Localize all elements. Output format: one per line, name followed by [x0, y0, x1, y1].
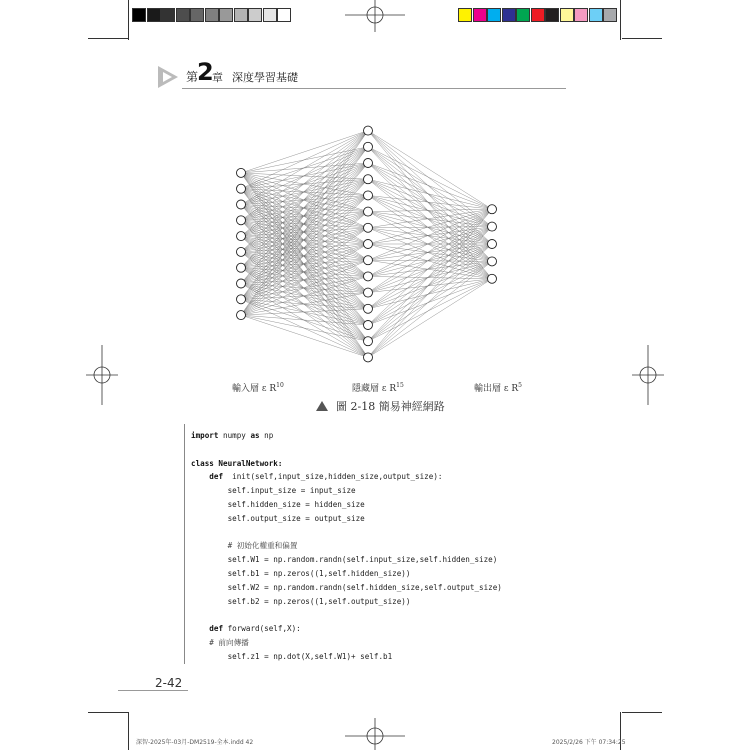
figure-caption: 圖 2-18 簡易神經網路 — [316, 398, 445, 414]
hidden-node — [364, 207, 373, 216]
code-line: import numpy as np — [191, 431, 274, 440]
output-layer-label: 輸出層 ε $R^5$ — [474, 382, 522, 394]
color-swatch — [603, 8, 617, 22]
gray-swatch — [219, 8, 233, 22]
gray-swatch — [161, 8, 175, 22]
hidden-node — [364, 175, 373, 184]
color-swatch — [574, 8, 588, 22]
code-line: self.output_size = output_size — [191, 513, 365, 523]
code-line: def forward(self,X): — [209, 624, 301, 634]
gray-swatch — [277, 8, 291, 22]
gray-swatch — [263, 8, 277, 22]
input-node — [237, 311, 246, 320]
color-swatch — [589, 8, 603, 22]
input-node — [237, 279, 246, 288]
code-line: # 前向傳播 — [191, 638, 249, 647]
gray-swatch — [205, 8, 219, 22]
chapter-suffix: 章 — [212, 71, 223, 84]
gray-swatch — [176, 8, 190, 22]
code-line: self.W1 = np.random.randn(self.input_size,self.hidden_size) — [191, 555, 498, 565]
hidden-node — [364, 304, 373, 313]
hidden-node — [364, 272, 373, 281]
hidden-node — [364, 288, 373, 297]
hidden-node — [364, 337, 373, 346]
output-node — [488, 240, 497, 249]
hidden-node — [364, 240, 373, 249]
hidden-node — [364, 159, 373, 168]
code-line: # 初始化權重和偏置 — [191, 541, 298, 551]
print-timestamp: 2025/2/26 下午 07:34:25 — [552, 739, 626, 746]
color-swatch — [545, 8, 559, 22]
input-node — [237, 168, 246, 177]
input-node — [237, 295, 246, 304]
gray-swatch — [147, 8, 161, 22]
caption-triangle-icon — [316, 401, 328, 411]
footer-rule — [118, 690, 188, 691]
gray-swatch — [248, 8, 262, 22]
chapter-arrow-icon — [156, 64, 182, 90]
hidden-node — [364, 321, 373, 330]
color-swatch — [560, 8, 574, 22]
input-node — [237, 232, 246, 241]
page-number: 2-42 — [155, 676, 183, 690]
input-layer-label: 輸入層 ε $R^{10}$ — [232, 382, 284, 394]
code-line: self.b2 = np.zeros((1,self.output_size)) — [191, 596, 411, 606]
hidden-node — [364, 223, 373, 232]
gray-swatch — [190, 8, 204, 22]
color-swatch — [473, 8, 487, 22]
chapter-title: 深度學習基礎 — [232, 71, 298, 84]
color-swatch — [502, 8, 516, 22]
code-line: class NeuralNetwork: — [191, 458, 283, 468]
chapter-prefix: 第 — [186, 70, 199, 84]
hidden-node — [364, 256, 373, 265]
chapter-number: 2 — [197, 58, 214, 86]
code-block-bar — [184, 424, 185, 664]
color-swatch — [516, 8, 530, 22]
code-line: self.hidden_size = hidden_size — [191, 500, 365, 509]
code-line: self.b1 = np.zeros((1,self.hidden_size)) — [191, 569, 411, 578]
code-line: self.z1 = np.dot(X,self.W1)+ self.b1 — [191, 651, 393, 661]
header-rule — [182, 88, 566, 89]
input-node — [237, 216, 246, 225]
output-node — [488, 257, 497, 266]
output-node — [488, 222, 497, 231]
color-swatch — [487, 8, 501, 22]
hidden-node — [364, 353, 373, 362]
neural-network-diagram — [220, 108, 520, 370]
file-info: 深智-2025年-03月-DM2519-全本.indd 42 — [136, 739, 254, 746]
gray-swatch — [234, 8, 248, 22]
output-node — [488, 205, 497, 214]
hidden-node — [364, 126, 373, 135]
color-swatch — [458, 8, 472, 22]
code-line: def init(self,input_size,hidden_size,output_size): — [209, 472, 443, 482]
gray-swatch — [132, 8, 146, 22]
code-line: self.input_size = input_size — [191, 486, 356, 496]
color-swatch — [531, 8, 545, 22]
input-node — [237, 200, 246, 209]
input-node — [237, 263, 246, 272]
code-line: self.W2 = np.random.randn(self.hidden_size,self.output_size) — [191, 582, 502, 592]
hidden-node — [364, 142, 373, 151]
input-node — [237, 184, 246, 193]
output-node — [488, 274, 497, 283]
input-node — [237, 247, 246, 256]
hidden-node — [364, 191, 373, 200]
hidden-layer-label: 隱藏層 ε $R^{15}$ — [352, 382, 404, 394]
